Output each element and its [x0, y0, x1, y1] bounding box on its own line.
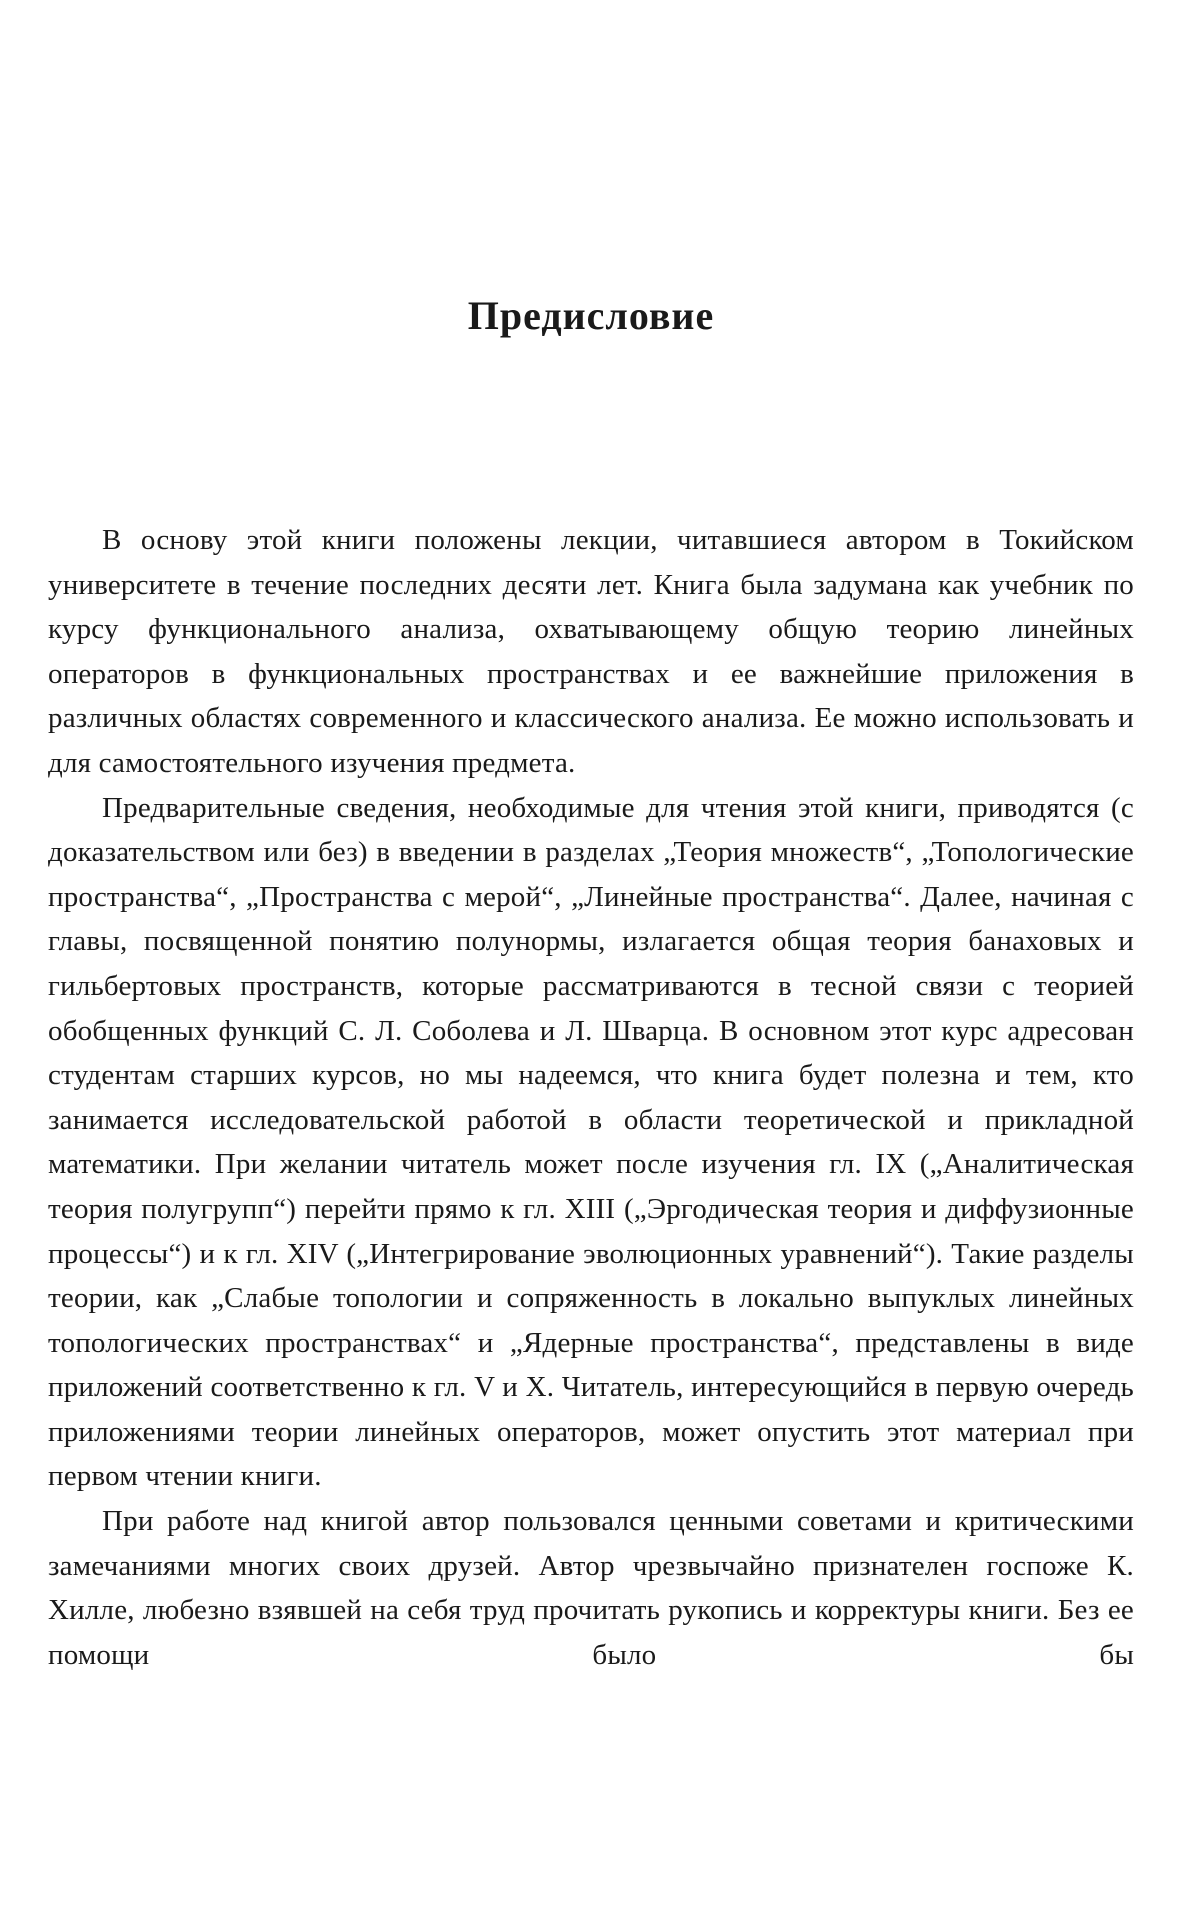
paragraph-2: Предварительные сведения, необходимые для чтения этой книги, приводятся (с доказательством или без) в введении в разделах „Теория множеств“, „Топологические пространства“, „Пространства с мерой“, „Линейные пространства“. Далее, начиная с главы, посвященной понятию полунормы, излагается общая теория банаховых и гильбертовых пространств, которые рассматриваются в тесной связи с теорией обобщенных функций С. Л. Соболева и Л. Шварца. В основном этот курс адресован студентам старших курсов, но мы надеемся, что книга будет полезна и тем, кто занимается исследовательской работой в области теоретической и прикладной математики. При желании читатель может после изучения гл. IX („Аналитическая теория полугрупп“) перейти прямо к гл. XIII („Эргодическая теория и диффузионные процессы“) и к гл. XIV („Интегрирование эволюционных уравнений“). Такие разделы теории, как „Слабые топологии и сопряженность в локально выпуклых линейных топологических пространствах“ и „Ядерные пространства“, представлены в виде приложений соответственно к гл. V и X. Читатель, интересующийся в первую очередь приложениями теории линейных операторов, может опустить этот материал при первом чтении книги.: [48, 791, 1134, 1493]
paragraph-3: При работе над книгой автор пользовался ценными советами и критическими замечаниями многих своих друзей. Автор чрезвычайно признателен госпоже К. Хилле, любезно взявшей на себя труд прочитать рукопись и корректуры книги. Без ее помощи было бы: [48, 1505, 1134, 1671]
preface-body: [48, 518, 1134, 1677]
book-page: [48, 0, 1134, 1915]
paragraph-1: В основу этой книги положены лекции, читавшиеся автором в Токийском университете в течение последних десяти лет. Книга была задумана как учебник по курсу функционального анализа, охватывающему общую теорию линейных операторов в функциональных пространствах и ее важнейшие приложения в различных областях современного и классического анализа. Ее можно использовать и для самостоятельного изучения предмета.: [48, 524, 1134, 779]
page-title: Предисловие: [467, 293, 715, 338]
